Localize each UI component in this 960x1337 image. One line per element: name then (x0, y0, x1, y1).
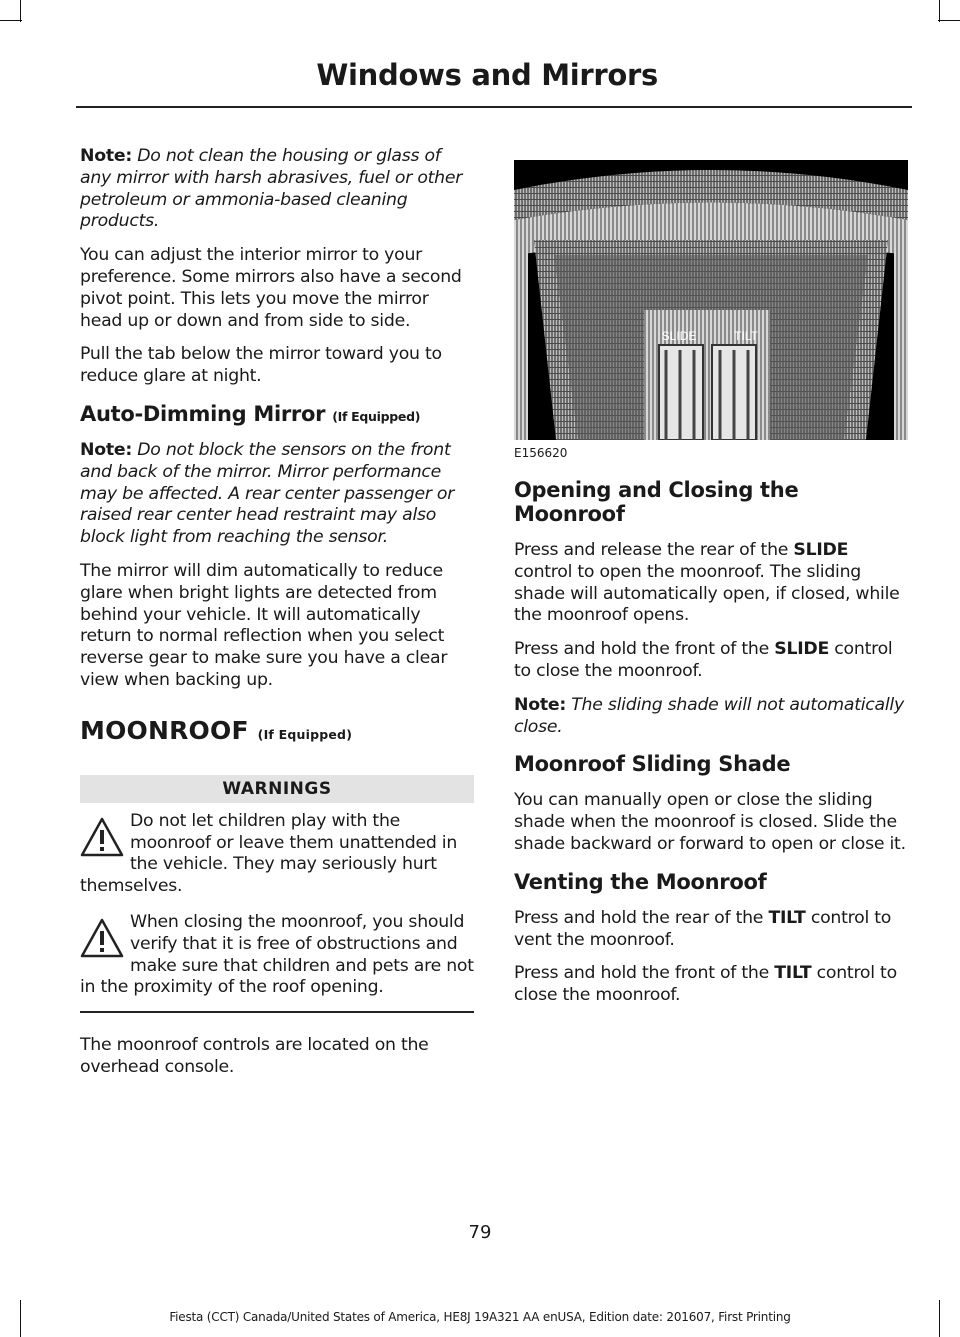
overhead-console-image (514, 160, 908, 440)
page-footer: Fiesta (CCT) Canada/United States of America, HE8J 19A321 AA enUSA, Edition date: 201607, First Printing (169, 1310, 791, 1324)
note-label: Note: (80, 439, 132, 460)
note-label: Note: (514, 694, 566, 715)
note-sliding-shade (514, 695, 908, 739)
text: control to vent the moonroof. (514, 907, 892, 950)
note-text: Do not block the sensors on the front and back of the mirror. Mirror performance may be affected. A rear center passenger or raised rear center head restraint may also block light from reaching the sensor. (80, 439, 455, 548)
warning-text: Do not let children play with the moonroof or leave them unattended in the vehicle. They may seriously hurt themselves. (80, 810, 458, 897)
keyword-slide: SLIDE (774, 639, 830, 660)
right-column (514, 146, 908, 1019)
heading-opening-closing: Opening and Closing the Moonroof (514, 478, 799, 526)
crop-mark (939, 0, 940, 22)
text: control to open the moonroof. The sliding shade will automatically open, if closed, while the moonroof opens. (514, 561, 900, 626)
warning-item (80, 811, 474, 898)
paragraph-auto-dim: The mirror will dim automatically to reduce glare when bright lights are detected from behind your vehicle. It will automatically return to normal reflection when you select reverse gear to make sure you have a clear view when backing up. (80, 560, 448, 690)
if-equipped-label: (If Equipped) (332, 408, 421, 424)
paragraph-adjust-mirror: You can adjust the interior mirror to your preference. Some mirrors also have a second pivot point. This lets you move the mirror head up or down and from side to side. (80, 245, 462, 331)
heading-sliding-shade: Moonroof Sliding Shade (514, 752, 791, 777)
heading-auto-dimming-mirror (80, 402, 474, 426)
warning-triangle-icon (80, 817, 124, 857)
left-column (80, 146, 474, 1091)
slide-control-label: SLIDE (661, 329, 697, 343)
header-rule (76, 106, 912, 108)
paragraph-sliding-shade: You can manually open or close the sliding shade when the moonroof is closed. Slide the shade backward or forward to open or close it. (514, 790, 906, 854)
paragraph-pull-tab: Pull the tab below the mirror toward you to reduce glare at night. (80, 344, 442, 387)
warnings-end-rule (80, 1011, 474, 1013)
note-text: The sliding shade will not automatically close. (514, 694, 904, 737)
warning-item (80, 912, 474, 999)
text: Press and hold the front of the (514, 963, 769, 984)
heading-moonroof (80, 716, 474, 745)
heading-venting: Venting the Moonroof (514, 869, 767, 894)
keyword-tilt: TILT (768, 907, 806, 928)
paragraph-controls-location: The moonroof controls are located on the overhead console. (80, 1035, 429, 1077)
text: control to close the moonroof. (514, 639, 893, 681)
paragraph-close-moonroof (514, 639, 908, 683)
text: Press and release the rear of the (514, 540, 789, 560)
moonroof-console-illustration (514, 160, 908, 440)
note-label: Note: (80, 146, 132, 166)
page-number: 79 (468, 1222, 492, 1243)
figure-code: E156620 (514, 446, 568, 460)
note-sensors (80, 440, 474, 549)
warning-text: When closing the moonroof, you should verify that it is free of obstructions and make sure that children and pets are not in the proximity of the roof opening. (80, 911, 474, 998)
paragraph-vent-open (514, 908, 908, 952)
warning-triangle-icon (80, 918, 124, 958)
note-text: Do not clean the housing or glass of any mirror with harsh abrasives, fuel or other petroleum or ammonia-based cleaning products. (80, 146, 463, 232)
crop-mark (20, 0, 21, 22)
crop-mark (938, 20, 960, 21)
keyword-tilt: TILT (774, 963, 812, 984)
keyword-slide: SLIDE (793, 540, 849, 560)
warnings-header: WARNINGS (80, 775, 474, 803)
paragraph-open-moonroof (514, 540, 908, 627)
note-mirror-cleaning (80, 146, 474, 233)
crop-mark (0, 20, 22, 21)
page-header-title: Windows and Mirrors (316, 58, 658, 92)
text: Press and hold the rear of the (514, 907, 764, 928)
heading-text: MOONROOF (80, 715, 249, 745)
text: control to close the moonroof. (514, 963, 897, 1006)
text: Press and hold the front of the (514, 639, 769, 660)
if-equipped-label: (If Equipped) (257, 726, 353, 742)
heading-text: Auto-Dimming Mirror (80, 401, 326, 426)
tilt-control-label: TILT (734, 329, 758, 343)
paragraph-vent-close (514, 963, 908, 1007)
